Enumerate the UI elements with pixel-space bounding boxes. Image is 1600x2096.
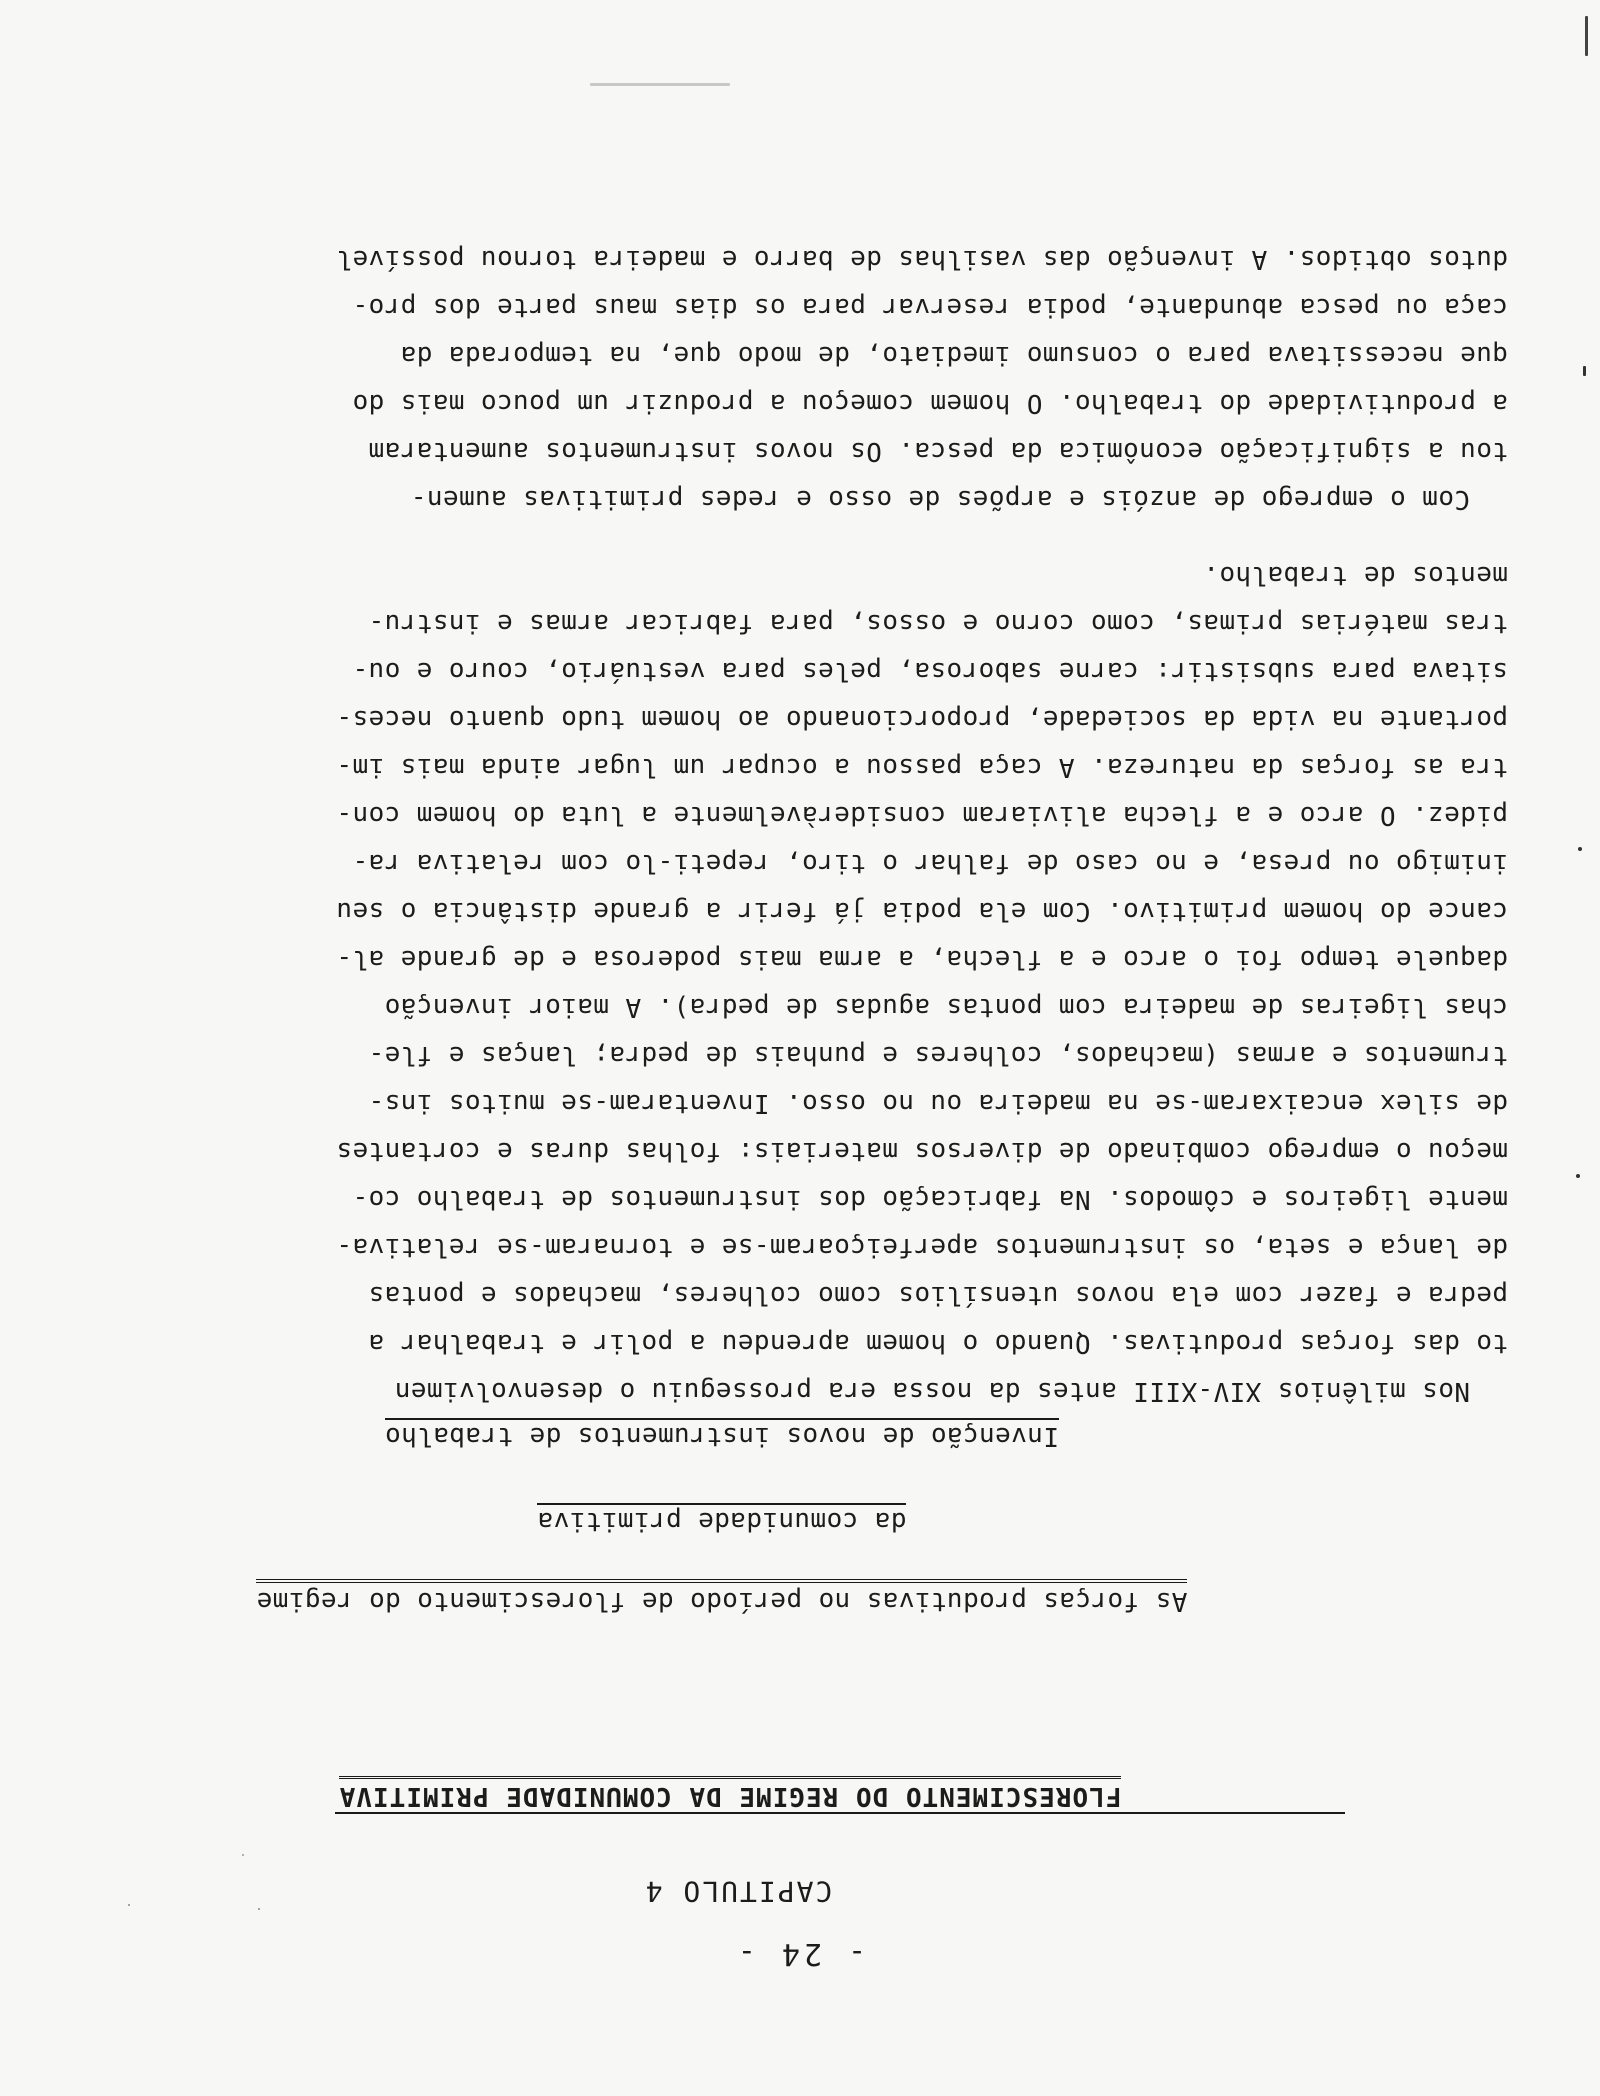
scan-speck	[128, 1904, 130, 1906]
paragraph-line: de lança e seta, os instrumentos aperfeiçoaram-se e tornaram-se relativa-	[336, 1232, 1508, 1262]
paragraph-line: daquele tempo foi o arco e a flecha, a arma mais poderosa e de grande al-	[336, 944, 1508, 974]
paragraph-line: trumentos e armas (machados, colheres e punhais de pedra; lanças e fle-	[368, 1040, 1508, 1070]
paragraph-line: tou a significação econômica da pesca. Os novos instrumentos aumentaram	[368, 436, 1508, 466]
sub-heading-2-text: da comunidade primitiva	[537, 1503, 906, 1536]
chapter-title: CAPITULO 4	[643, 1875, 833, 1908]
scan-speck	[1578, 847, 1582, 851]
paragraph-line: tras matérias primas, como corno e ossos, para fabricar armas e instru-	[368, 608, 1508, 638]
paragraph-line: dutos obtidos. A invenção das vasilhas de barro e madeira tornou possível	[336, 244, 1508, 274]
paragraph-line: de silex encaixaram-se na madeira ou no osso. Inventaram-se muitos ins-	[368, 1088, 1508, 1118]
paragraph-line: tra as forças da natureza. A caça passou a ocupar um lugar ainda mais im-	[336, 752, 1508, 782]
page-number: - 24 -	[733, 1936, 867, 1971]
paragraph-line: pedra e fazer com ela novos utensílios como colheres, machados e pontas	[368, 1280, 1508, 1310]
sub-heading-1-text: As forças produtivas no período de florescimento do regime	[256, 1579, 1187, 1616]
main-heading-overline	[335, 1812, 1345, 1814]
paragraph-line: a produtividade do trabalho. O homem começou a produzir um pouco mais do	[352, 388, 1508, 418]
scan-speck	[1576, 1174, 1580, 1178]
paragraph-line: mente ligeiros e cômodos. Na fabricação dos instrumentos de trabalho co-	[352, 1184, 1508, 1214]
main-heading	[0, 1746, 1600, 1841]
paragraph-line: mentos de trabalho.	[1202, 560, 1508, 590]
paragraph-line: inimigo ou presa, e no caso de falhar o tiro, repeti-lo com relativa ra-	[352, 848, 1508, 878]
sub-heading-2	[0, 1473, 1600, 1566]
scan-speck	[242, 1854, 244, 1856]
scan-speck	[1583, 366, 1586, 376]
scan-speck	[258, 1908, 260, 1910]
paragraph-line: pidez. O arco e a flecha aliviaram consideràvelmente a luta do homem con-	[336, 800, 1508, 830]
paragraph-line: sitava para subsistir: carne saborosa, peles para vestuário, couro e ou-	[352, 656, 1508, 686]
main-heading-text: FLORESCIMENTO DO REGIME DA COMUNIDADE PRIMITIVA	[339, 1776, 1122, 1811]
paragraph-line: Com o emprego de anzóis e arpões de osso e redes primitivas aumen-	[410, 484, 1470, 514]
paragraph-line: Nos milênios XIV-XIII antes da nossa era prosseguiu o desenvolvimen	[394, 1376, 1470, 1406]
paragraph-line: caça ou pesca abundante, podia reservar para os dias maus parte dos pro-	[352, 292, 1508, 322]
paragraph-line: to das forças produtivas. Quando o homem aprendeu a polir e trabalhar a	[368, 1328, 1508, 1358]
paragraph-line: que necessitava para o consumo imediato, de modo que, na temporada da	[400, 340, 1508, 370]
scan-edge-mark	[1585, 16, 1588, 56]
paragraph-line: cance do homem primitivo. Com ela podia já ferir a grande distância o seu	[336, 896, 1508, 926]
section-heading-text: Invenção de novos instrumentos de trabalho	[385, 1418, 1059, 1451]
paragraph-line: portante na vida da sociedade, proporcionando ao homem tudo quanto neces-	[336, 704, 1508, 734]
scan-smudge	[590, 83, 730, 86]
paragraph-line: chas ligeiras de madeira com pontas agudas de pedra). A maior invenção	[384, 992, 1508, 1022]
paragraph-line: meçou o emprego combinado de diversos materiais: folhas duras e cortantes	[336, 1136, 1508, 1166]
